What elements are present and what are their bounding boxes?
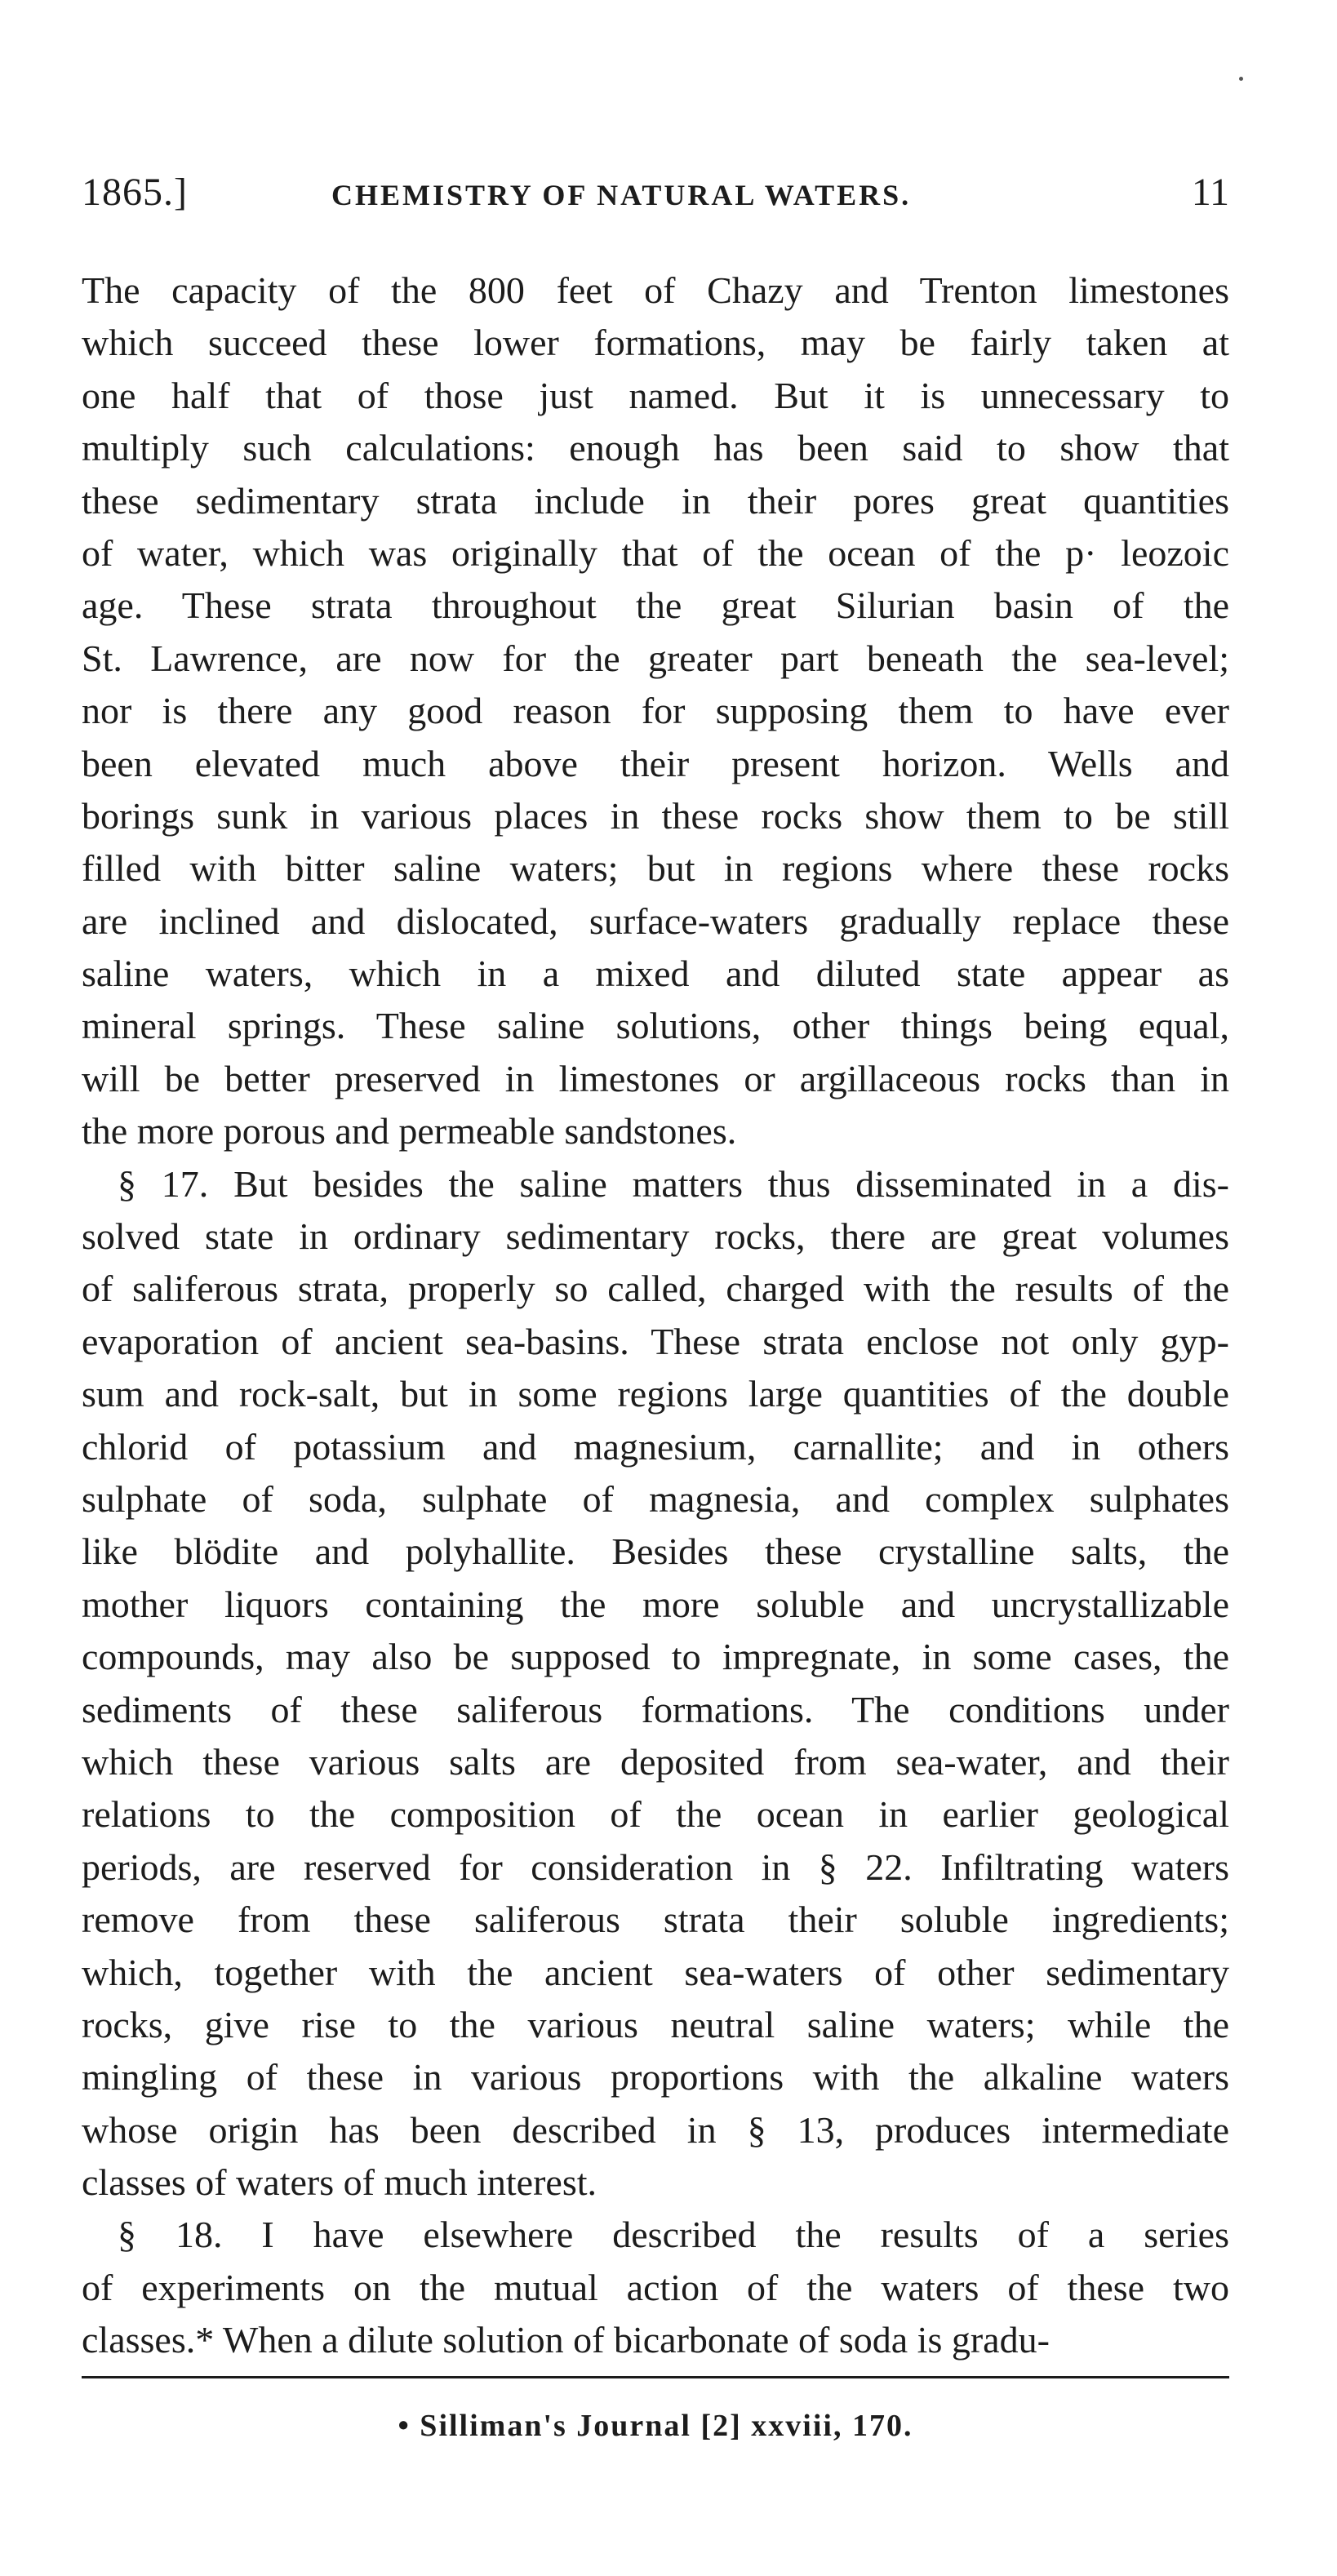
footnote: • Silliman's Journal [2] xxviii, 170. [398, 2409, 913, 2443]
body-text [82, 264, 1229, 2367]
text-line: chlorid of potassium and magnesium, carnallite; and in others [82, 1425, 1229, 1468]
text-line: mingling of these in various proportions with the alkaline waters [82, 2056, 1229, 2099]
header-title: CHEMISTRY OF NATURAL WATERS. [331, 179, 912, 211]
paragraph-3 [82, 2209, 1229, 2366]
text-line: nor is there any good reason for supposing them to have ever [82, 690, 1229, 732]
text-line: classes of waters of much interest. [82, 2161, 597, 2204]
text-line: relations to the composition of the ocean in earlier geological [82, 1793, 1229, 1836]
text-line: § 17. But besides the saline matters thus disseminated in a dis- [118, 1162, 1229, 1205]
text-line: filled with bitter saline waters; but in regions where these rocks [82, 847, 1229, 890]
print-speck [1239, 77, 1243, 81]
text-line: periods, are reserved for consideration in § 22. Infiltrating waters [82, 1845, 1229, 1888]
text-line: sulphate of soda, sulphate of magnesia, and complex sulphates [82, 1477, 1229, 1520]
text-line: evaporation of ancient sea-basins. These strata enclose not only gyp- [82, 1320, 1229, 1362]
text-line: which these various salts are deposited from sea-water, and their [82, 1740, 1229, 1783]
text-line: age. These strata throughout the great Silurian basin of the [82, 584, 1229, 627]
header-year: 1865.] [82, 171, 188, 214]
page-number: 11 [1191, 171, 1229, 214]
text-line: which, together with the ancient sea-waters of other sedimentary [82, 1951, 1229, 1993]
text-line: of water, which was originally that of the ocean of the p· leozoic [82, 531, 1229, 574]
text-line: the more porous and permeable sandstones. [82, 1110, 737, 1153]
text-line: whose origin has been described in § 13, produces intermediate [82, 2108, 1229, 2151]
text-line: one half that of those just named. But it is unnecessary to [82, 374, 1229, 416]
text-line: compounds, may also be supposed to impregnate, in some cases, the [82, 1636, 1229, 1678]
running-header [82, 170, 1229, 222]
text-line: saline waters, which in a mixed and diluted state appear as [82, 953, 1229, 995]
text-line: St. Lawrence, are now for the greater part beneath the sea-level; [82, 637, 1229, 679]
text-line: of experiments on the mutual action of the waters of these two [82, 2266, 1229, 2308]
text-line: mother liquors containing the more soluble and uncrystallizable [82, 1583, 1229, 1625]
paragraph-2 [82, 1158, 1229, 2210]
text-line: borings sunk in various places in these rocks show them to be still [82, 794, 1229, 837]
text-line: mineral springs. These saline solutions, other things being equal, [82, 1005, 1229, 1047]
text-line: classes.* When a dilute solution of bicarbonate of soda is gradu- [82, 2319, 1050, 2361]
text-line: will be better preserved in limestones or argillaceous rocks than in [82, 1057, 1229, 1099]
paragraph-1 [82, 264, 1229, 1158]
text-line: remove from these saliferous strata their soluble ingredients; [82, 1899, 1229, 1941]
text-line: been elevated much above their present horizon. Wells and [82, 742, 1229, 784]
footnote-rule [82, 2376, 1229, 2378]
text-line: these sedimentary strata include in their pores great quantities [82, 479, 1229, 522]
text-line: The capacity of the 800 feet of Chazy and Trenton limestones [82, 269, 1229, 311]
text-line: sediments of these saliferous formations. The conditions under [82, 1688, 1229, 1730]
text-line: are inclined and dislocated, surface-waters gradually replace these [82, 899, 1229, 942]
text-line: like blödite and polyhallite. Besides these crystalline salts, the [82, 1530, 1229, 1573]
text-line: sum and rock-salt, but in some regions large quantities of the double [82, 1373, 1229, 1415]
text-line: multiply such calculations: enough has been said to show that [82, 427, 1229, 469]
text-line: which succeed these lower formations, may be fairly taken at [82, 322, 1229, 364]
text-line: solved state in ordinary sedimentary rocks, there are great volumes [82, 1215, 1229, 1258]
text-line: § 18. I have elsewhere described the results of a series [118, 2214, 1229, 2256]
text-line: of saliferous strata, properly so called, charged with the results of the [82, 1268, 1229, 1310]
text-line: rocks, give rise to the various neutral saline waters; while the [82, 2003, 1229, 2045]
